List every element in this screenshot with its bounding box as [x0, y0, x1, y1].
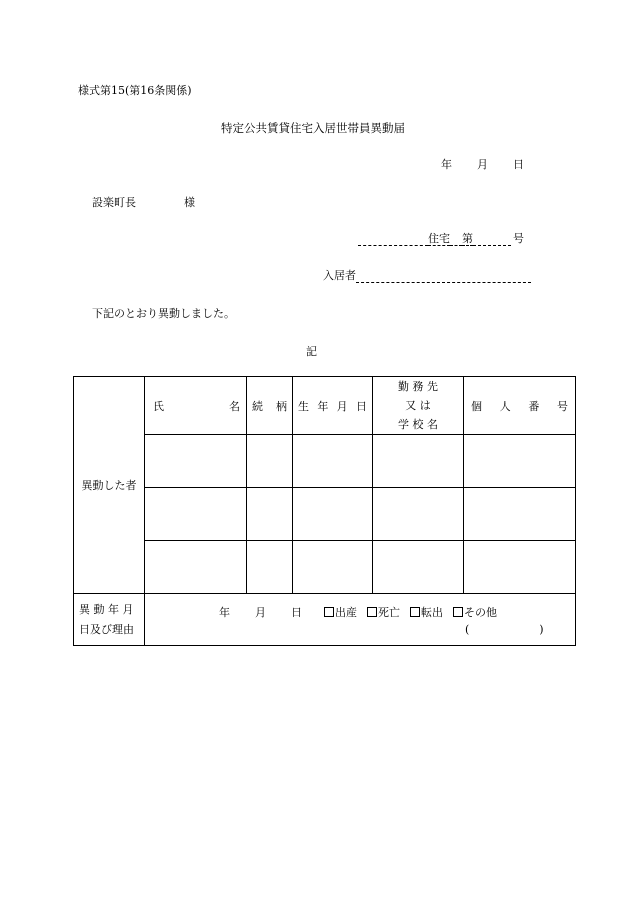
addressee-honorific: 様 — [184, 196, 195, 209]
other-reason-field[interactable] — [465, 623, 544, 636]
workplace-cell[interactable] — [373, 541, 464, 594]
checkbox-icon — [367, 607, 377, 617]
table-row — [74, 541, 576, 594]
addressee — [92, 194, 195, 210]
personal-number-cell[interactable] — [464, 488, 576, 541]
birthdate-cell[interactable] — [293, 541, 373, 594]
header-personal-number: 個 人 番 号 — [464, 377, 576, 435]
housing-line[interactable] — [358, 230, 524, 246]
form-number: 様式第15(第16条関係) — [78, 84, 192, 97]
reason-date-month: 月 — [255, 606, 266, 619]
resident-label: 入居者 — [323, 269, 356, 282]
reason-cell — [145, 594, 576, 646]
paren-close: ) — [539, 623, 544, 636]
reason-options — [219, 604, 497, 620]
relation-cell[interactable] — [247, 541, 293, 594]
birthdate-cell[interactable] — [293, 488, 373, 541]
resident-name-blank[interactable] — [356, 270, 531, 283]
statement: 下記のとおり異動しました。 — [92, 307, 235, 320]
checkbox-icon — [410, 607, 420, 617]
header-birthdate: 生 年 月 日 — [293, 377, 373, 435]
form-title: 特定公共賃貸住宅入居世帯員異動届 — [221, 121, 405, 135]
housing-number-suffix: 号 — [513, 232, 524, 245]
name-cell[interactable] — [145, 435, 247, 488]
date-year: 年 — [441, 158, 452, 171]
paren-open: ( — [465, 623, 470, 636]
reason-checkbox-death[interactable]: 死亡 — [367, 606, 400, 619]
reason-date-day: 日 — [291, 606, 302, 619]
relation-cell[interactable] — [247, 488, 293, 541]
date-day: 日 — [513, 158, 524, 171]
ki-mark: 記 — [306, 345, 317, 358]
change-table — [73, 376, 576, 646]
housing-gap — [450, 233, 462, 246]
header-relation: 続 柄 — [247, 377, 293, 435]
workplace-cell[interactable] — [373, 435, 464, 488]
name-cell[interactable] — [145, 541, 247, 594]
personal-number-cell[interactable] — [464, 435, 576, 488]
date-month: 月 — [477, 158, 488, 171]
workplace-cell[interactable] — [373, 488, 464, 541]
reason-checkbox-other[interactable]: その他 — [453, 606, 497, 619]
checkbox-icon — [324, 607, 334, 617]
housing-number-blank[interactable] — [473, 233, 511, 246]
checkbox-icon — [453, 607, 463, 617]
resident-line[interactable] — [323, 267, 531, 283]
reason-checkbox-birth[interactable]: 出産 — [324, 606, 357, 619]
reason-label: 異 動 年 月 日及び理由 — [74, 594, 145, 646]
addressee-name: 設楽町長 — [92, 196, 136, 209]
reason-checkbox-moveout[interactable]: 転出 — [410, 606, 443, 619]
housing-name-blank[interactable] — [358, 233, 428, 246]
header-row — [74, 377, 576, 435]
personal-number-cell[interactable] — [464, 541, 576, 594]
birthdate-cell[interactable] — [293, 435, 373, 488]
changed-person-label: 異動した者 — [74, 377, 145, 594]
submission-date[interactable] — [441, 156, 524, 172]
reason-row — [74, 594, 576, 646]
housing-label: 住宅 — [428, 232, 450, 245]
name-cell[interactable] — [145, 488, 247, 541]
reason-date-year: 年 — [219, 606, 230, 619]
header-name: 氏 名 — [145, 377, 247, 435]
table-row — [74, 435, 576, 488]
relation-cell[interactable] — [247, 435, 293, 488]
header-workplace: 勤 務 先 又 は 学 校 名 — [373, 377, 464, 435]
housing-number-prefix: 第 — [462, 232, 473, 245]
table-row — [74, 488, 576, 541]
